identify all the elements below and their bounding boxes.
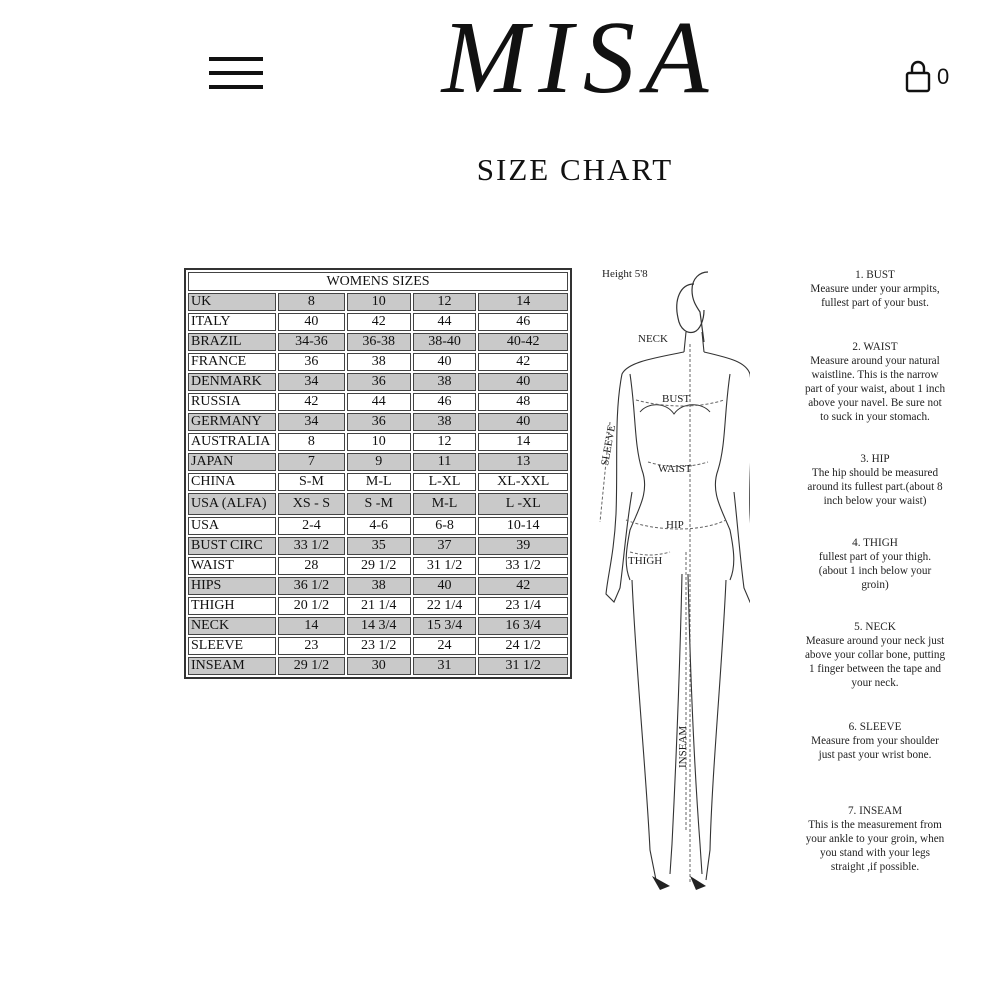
page-title: SIZE CHART (476, 152, 674, 187)
instruction-title: 2. WAIST (852, 341, 898, 353)
size-cell: 31 1/2 (413, 557, 477, 575)
instruction-title: 3. HIP (860, 453, 890, 465)
table-row (188, 433, 568, 451)
size-cell: 40 (478, 373, 568, 391)
instruction-line: This is the measurement from (808, 819, 942, 831)
size-cell: 6-8 (413, 517, 477, 535)
table-row (188, 637, 568, 655)
table-row (188, 537, 568, 555)
size-cell: 46 (478, 313, 568, 331)
size-cell: 34-36 (278, 333, 345, 351)
size-cell: 14 (478, 433, 568, 451)
size-cell: 8 (278, 293, 345, 311)
table-row (188, 473, 568, 491)
size-cell: 35 (347, 537, 411, 555)
size-cell: 36 (278, 353, 345, 371)
size-cell: 48 (478, 393, 568, 411)
instruction-line: part of your waist, about 1 inch (804, 383, 946, 395)
instruction-item (790, 804, 960, 874)
instruction-title: 1. BUST (855, 269, 895, 281)
menu-bar (209, 57, 263, 61)
body-measurement-figure (590, 262, 750, 922)
size-cell: 10 (347, 433, 411, 451)
size-cell: 42 (478, 577, 568, 595)
instruction-title: 7. INSEAM (847, 805, 903, 817)
size-cell: 36 (347, 413, 411, 431)
size-cell: M-L (413, 493, 477, 515)
size-cell: 4-6 (347, 517, 411, 535)
instruction-item (790, 720, 960, 762)
size-cell: 46 (413, 393, 477, 411)
size-cell: 37 (413, 537, 477, 555)
size-cell: 36 (347, 373, 411, 391)
neck-label: NECK (638, 333, 668, 345)
table-row (188, 333, 568, 351)
instruction-line: groin) (861, 579, 889, 591)
row-label: BRAZIL (188, 333, 276, 351)
sleeve-label: SLEEVE (599, 424, 619, 467)
table-row (188, 393, 568, 411)
instruction-line: Measure from your shoulder (811, 735, 939, 747)
instruction-line: Measure under your armpits, (810, 283, 940, 295)
inseam-label: INSEAM (677, 725, 689, 768)
instruction-title: 4. THIGH (852, 537, 898, 549)
row-label: INSEAM (188, 657, 276, 675)
instruction-line: waistline. This is the narrow (811, 369, 939, 381)
instruction-title: 5. NECK (854, 621, 896, 633)
row-label: JAPAN (188, 453, 276, 471)
size-cell: 24 1/2 (478, 637, 568, 655)
size-cell: 44 (347, 393, 411, 411)
size-cell: 12 (413, 433, 477, 451)
size-cell: 13 (478, 453, 568, 471)
size-cell: M-L (347, 473, 411, 491)
instruction-line: your neck. (851, 677, 899, 689)
size-cell: XL-XXL (478, 473, 568, 491)
instruction-line: around its fullest part.(about 8 (807, 481, 943, 493)
size-cell: 10 (347, 293, 411, 311)
instruction-item (790, 268, 960, 310)
size-cell: 42 (347, 313, 411, 331)
size-cell: 31 1/2 (478, 657, 568, 675)
size-cell: 33 1/2 (478, 557, 568, 575)
instruction-line: to suck in your stomach. (820, 411, 930, 423)
table-row (188, 293, 568, 311)
row-label: SLEEVE (188, 637, 276, 655)
table-title: WOMENS SIZES (188, 272, 568, 291)
height-label: Height 5'8 (602, 268, 648, 280)
size-cell: 11 (413, 453, 477, 471)
size-cell: 12 (413, 293, 477, 311)
instruction-line: The hip should be measured (811, 467, 939, 479)
instruction-line: your ankle to your groin, when (805, 833, 945, 845)
size-cell: 42 (278, 393, 345, 411)
table-row (188, 557, 568, 575)
table-row (188, 413, 568, 431)
size-cell: 21 1/4 (347, 597, 411, 615)
row-label: ITALY (188, 313, 276, 331)
size-cell: 14 (478, 293, 568, 311)
instruction-line: fullest part of your thigh. (818, 551, 932, 563)
size-cell: 33 1/2 (278, 537, 345, 555)
size-cell: S -M (347, 493, 411, 515)
row-label: USA (188, 517, 276, 535)
size-cell: 9 (347, 453, 411, 471)
bust-label: BUST (662, 393, 691, 405)
instruction-item (790, 536, 960, 592)
size-cell: 40 (278, 313, 345, 331)
size-cell: 31 (413, 657, 477, 675)
size-cell: 40-42 (478, 333, 568, 351)
table-row (188, 453, 568, 471)
table-row (188, 597, 568, 615)
hip-label: HIP (666, 519, 684, 531)
instruction-line: Measure around your natural (810, 355, 940, 367)
size-cell: 22 1/4 (413, 597, 477, 615)
brand-logo[interactable]: MISA (441, 0, 719, 115)
instruction-line: straight ,if possible. (830, 861, 920, 873)
row-label: AUSTRALIA (188, 433, 276, 451)
instruction-title: 6. SLEEVE (848, 721, 902, 733)
size-cell: 42 (478, 353, 568, 371)
table-row (188, 493, 568, 515)
instruction-item (790, 620, 960, 690)
size-cell: 23 1/2 (347, 637, 411, 655)
size-cell: 34 (278, 413, 345, 431)
size-cell: XS - S (278, 493, 345, 515)
size-cell: 30 (347, 657, 411, 675)
row-label: FRANCE (188, 353, 276, 371)
table-row (188, 353, 568, 371)
instruction-line: 1 finger between the tape and (808, 663, 942, 675)
size-cell: 15 3/4 (413, 617, 477, 635)
size-cell: 38 (413, 413, 477, 431)
size-cell: 40 (478, 413, 568, 431)
size-cell: 44 (413, 313, 477, 331)
row-label: THIGH (188, 597, 276, 615)
size-cell: 28 (278, 557, 345, 575)
row-label: CHINA (188, 473, 276, 491)
size-cell: 40 (413, 577, 477, 595)
size-cell: 23 1/4 (478, 597, 568, 615)
table-row (188, 577, 568, 595)
table-row (188, 657, 568, 675)
instruction-item (790, 340, 960, 424)
size-cell: 7 (278, 453, 345, 471)
size-cell: S-M (278, 473, 345, 491)
table-row (188, 313, 568, 331)
instruction-item (790, 452, 960, 508)
instruction-line: just past your wrist bone. (818, 749, 932, 761)
table-row (188, 517, 568, 535)
instruction-line: above your navel. Be sure not (808, 397, 942, 409)
thigh-label: THIGH (628, 555, 663, 567)
size-cell: 20 1/2 (278, 597, 345, 615)
size-cell: 14 (278, 617, 345, 635)
size-cell: 23 (278, 637, 345, 655)
size-cell: 8 (278, 433, 345, 451)
instruction-line: you stand with your legs (819, 847, 930, 859)
row-label: GERMANY (188, 413, 276, 431)
size-cell: 29 1/2 (347, 557, 411, 575)
row-label: WAIST (188, 557, 276, 575)
row-label: DENMARK (188, 373, 276, 391)
row-label: USA (ALFA) (188, 493, 276, 515)
size-cell: 38 (347, 577, 411, 595)
instruction-line: fullest part of your bust. (821, 297, 929, 309)
size-cell: 2-4 (278, 517, 345, 535)
waist-label: WAIST (658, 463, 692, 475)
cart-count: 0 (937, 64, 950, 89)
size-cell: 40 (413, 353, 477, 371)
row-label: BUST CIRC (188, 537, 276, 555)
size-cell: 29 1/2 (278, 657, 345, 675)
size-cell: 14 3/4 (347, 617, 411, 635)
size-chart-table (184, 268, 572, 679)
row-label: UK (188, 293, 276, 311)
table-row (188, 373, 568, 391)
size-cell: 36 1/2 (278, 577, 345, 595)
size-cell: 10-14 (478, 517, 568, 535)
size-cell: 38 (347, 353, 411, 371)
cart-button[interactable] (905, 60, 949, 94)
row-label: NECK (188, 617, 276, 635)
menu-bar (209, 85, 263, 89)
size-cell: 38 (413, 373, 477, 391)
size-cell: L-XL (413, 473, 477, 491)
size-cell: 34 (278, 373, 345, 391)
size-cell: 38-40 (413, 333, 477, 351)
shopping-bag-icon (905, 60, 931, 94)
table-row (188, 617, 568, 635)
instruction-line: (about 1 inch below your (818, 565, 932, 577)
size-cell: 24 (413, 637, 477, 655)
size-cell: 36-38 (347, 333, 411, 351)
row-label: HIPS (188, 577, 276, 595)
menu-bar (209, 71, 263, 75)
instruction-line: above your collar bone, putting (804, 649, 946, 661)
hamburger-menu-icon[interactable] (209, 57, 263, 91)
size-cell: 39 (478, 537, 568, 555)
instruction-line: inch below your waist) (823, 495, 927, 507)
size-cell: L -XL (478, 493, 568, 515)
size-cell: 16 3/4 (478, 617, 568, 635)
instruction-line: Measure around your neck just (805, 635, 945, 647)
row-label: RUSSIA (188, 393, 276, 411)
